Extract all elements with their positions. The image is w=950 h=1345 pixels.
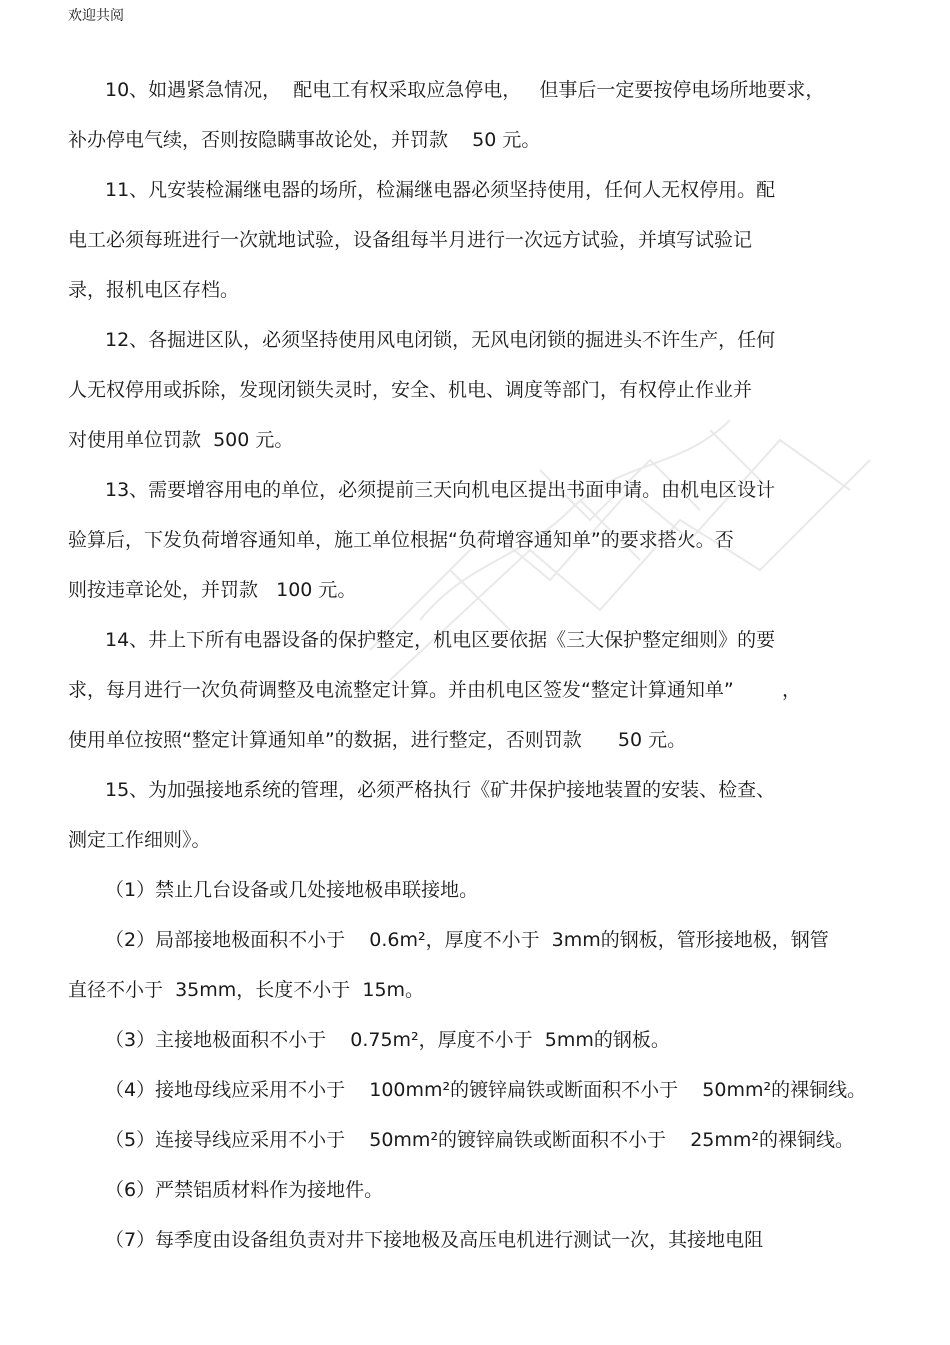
text-line: 14、井上下所有电器设备的保护整定，机电区要依据《三大保护整定细则》的要	[105, 629, 776, 651]
text-line: 电工必须每班进行一次就地试验，设备组每半月进行一次远方试验，并填写试验记	[68, 229, 753, 251]
text-line: 求，每月进行一次负荷调整及电流整定计算。并由机电区签发“整定计算通知单” ，	[68, 679, 802, 701]
text-line: 测定工作细则》。	[68, 829, 211, 851]
text-line: 补办停电气续，否则按隐瞒事故论处，并罚款 50 元。	[68, 129, 541, 151]
text-line: （2）局部接地极面积不小于 0.6m²，厚度不小于 3mm的钢板，管形接地极，钢管	[105, 929, 829, 951]
text-line: 13、需要增容用电的单位，必须提前三天向机电区提出书面申请。由机电区设计	[105, 479, 776, 501]
text-line: （5）连接导线应采用不小于 50mm²的镀锌扁铁或断面积不小于 25mm²的裸铜线。	[105, 1129, 855, 1151]
text-line: 录，报机电区存档。	[68, 279, 240, 301]
text-line: 11、凡安装检漏继电器的场所，检漏继电器必须坚持使用，任何人无权停用。配	[105, 179, 776, 201]
text-line: 使用单位按照“整定计算通知单”的数据，进行整定，否则罚款 50 元。	[68, 729, 687, 751]
page-header: 欢迎共阅	[68, 8, 124, 24]
text-line: 人无权停用或拆除，发现闭锁失灵时，安全、机电、调度等部门，有权停止作业并	[68, 379, 753, 401]
text-line: 对使用单位罚款 500 元。	[68, 429, 294, 451]
text-line: 12、各掘进区队，必须坚持使用风电闭锁，无风电闭锁的掘进头不许生产，任何	[105, 329, 776, 351]
text-line: 验算后，下发负荷增容通知单，施工单位根据“负荷增容通知单”的要求搭火。否	[68, 529, 734, 551]
text-line: （6）严禁铝质材料作为接地件。	[105, 1179, 384, 1201]
text-line: （1）禁止几台设备或几处接地极串联接地。	[105, 879, 479, 901]
text-line: 则按违章论处，并罚款 100 元。	[68, 579, 357, 601]
text-line: （3）主接地极面积不小于 0.75m²，厚度不小于 5mm的钢板。	[105, 1029, 670, 1051]
text-line: （4）接地母线应采用不小于 100mm²的镀锌扁铁或断面积不小于 50mm²的裸铜线。	[105, 1079, 867, 1101]
text-line: 15、为加强接地系统的管理，必须严格执行《矿井保护接地装置的安装、检查、	[105, 779, 776, 801]
text-line: 直径不小于 35mm，长度不小于 15m。	[68, 979, 425, 1001]
text-line: 10、如遇紧急情况， 配电工有权采取应急停电， 但事后一定要按停电场所地要求，	[105, 79, 825, 101]
text-line: （7）每季度由设备组负责对井下接地极及高压电机进行测试一次，其接地电阻	[105, 1229, 764, 1251]
